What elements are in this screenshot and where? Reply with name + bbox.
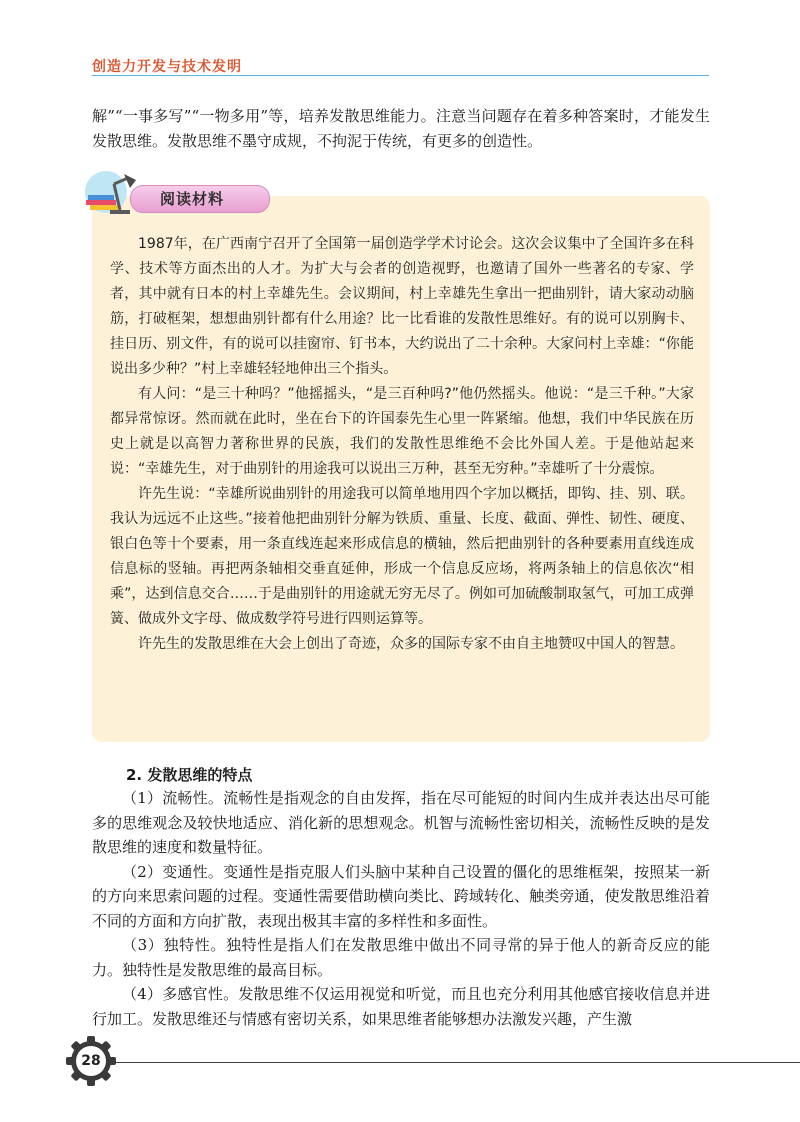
section-paragraph: （2）变通性。变通性是指克服人们头脑中某种自己设置的僵化的思维框架，按照某一新的方向来思索问题的过程。变通性需要借助横向类比、跨域转化、触类旁通，使发散思维沿着不同的方面和方向扩散，表现出极其丰富的多样性和多面性。: [92, 862, 710, 930]
intro-paragraph: 解”“一事多写”“一物多用”等，培养发散思维能力。注意当问题存在着多种答案时，才能发生发散思维。发散思维不墨守成规，不拘泥于传统，有更多的创造性。: [92, 107, 710, 150]
footer-rule: [112, 1062, 800, 1063]
reading-material-title: 阅读材料: [160, 190, 225, 208]
header-rule: [92, 75, 709, 76]
reading-paragraph: 有人问：“是三十种吗？”他摇摇头，“是三百种吗?”他仍然摇头。他说：“是三千种。”大家都异常惊讶。然而就在此时，坐在台下的许国泰先生心里一阵紧缩。他想，我们中华民族在历史上就是以高智力著称世界的民族，我们的发散性思维绝不会比外国人差。于是他站起来说：“幸雄先生，对于曲别针的用途我可以说出三万种，甚至无穷种。”幸雄听了十分震惊。: [110, 386, 694, 477]
section-body: [92, 786, 710, 1031]
page-number: 28: [81, 1053, 101, 1069]
reading-paragraph: 许先生说：“幸雄所说曲别针的用途我可以简单地用四个字加以概括，即钩、挂、别、联。我认为远远不止这些。”接着他把曲别针分解为铁质、重量、长度、截面、弹性、韧性、硬度、银白色等十个要素，用一条直线连起来形成信息的横轴，然后把曲别针的各种要素用直线连成信息标的竖轴。再把两条轴相交垂直延伸，形成一个信息反应场，将两条轴上的信息依次“相乘”，达到信息交合……于是曲别针的用途就无穷无尽了。例如可加硫酸制取氢气，可加工成弹簧、做成外文字母、做成数学符号进行四则运算等。: [110, 486, 694, 627]
reading-material-text: [110, 232, 694, 657]
reading-paragraph: 1987年，在广西南宁召开了全国第一届创造学学术讨论会。这次会议集中了全国许多在科学、技术等方面杰出的人才。为扩大与会者的创造视野，也邀请了国外一些著名的专家、学者，其中就有日本的村上幸雄先生。会议期间，村上幸雄先生拿出一把曲别针，请大家动动脑筋，打破框架，想想曲别针都有什么用途？比一比看谁的发散性思维好。有的说可以别胸卡、挂日历、别文件，有的说可以挂窗帘、钉书本，大约说出了二十余种。大家问村上幸雄：“你能说出多少种？”村上幸雄轻轻地伸出三个指头。: [110, 236, 694, 377]
desk-lamp-books-icon: [80, 170, 140, 216]
section-heading: 2. 发散思维的特点: [126, 766, 253, 784]
section-paragraph: （1）流畅性。流畅性是指观念的自由发挥，指在尽可能短的时间内生成并表达出尽可能多的思维观念及较快地适应、消化新的思想观念。机智与流畅性密切相关，流畅性反映的是发散思维的速度和数量特征。: [92, 789, 710, 856]
reading-paragraph: 许先生的发散思维在大会上创出了奇迹，众多的国际专家不由自主地赞叹中国人的智慧。: [138, 636, 684, 652]
running-header: 创造力开发与技术发明: [92, 59, 242, 75]
section-paragraph: （4）多感官性。发散思维不仅运用视觉和听觉，而且也充分利用其他感官接收信息并进行加工。发散思维还与情感有密切关系，如果思维者能够想办法激发兴趣，产生激: [92, 985, 710, 1028]
section-paragraph: （3）独特性。独特性是指人们在发散思维中做出不同寻常的异于他人的新奇反应的能力。独特性是发散思维的最高目标。: [92, 936, 710, 979]
